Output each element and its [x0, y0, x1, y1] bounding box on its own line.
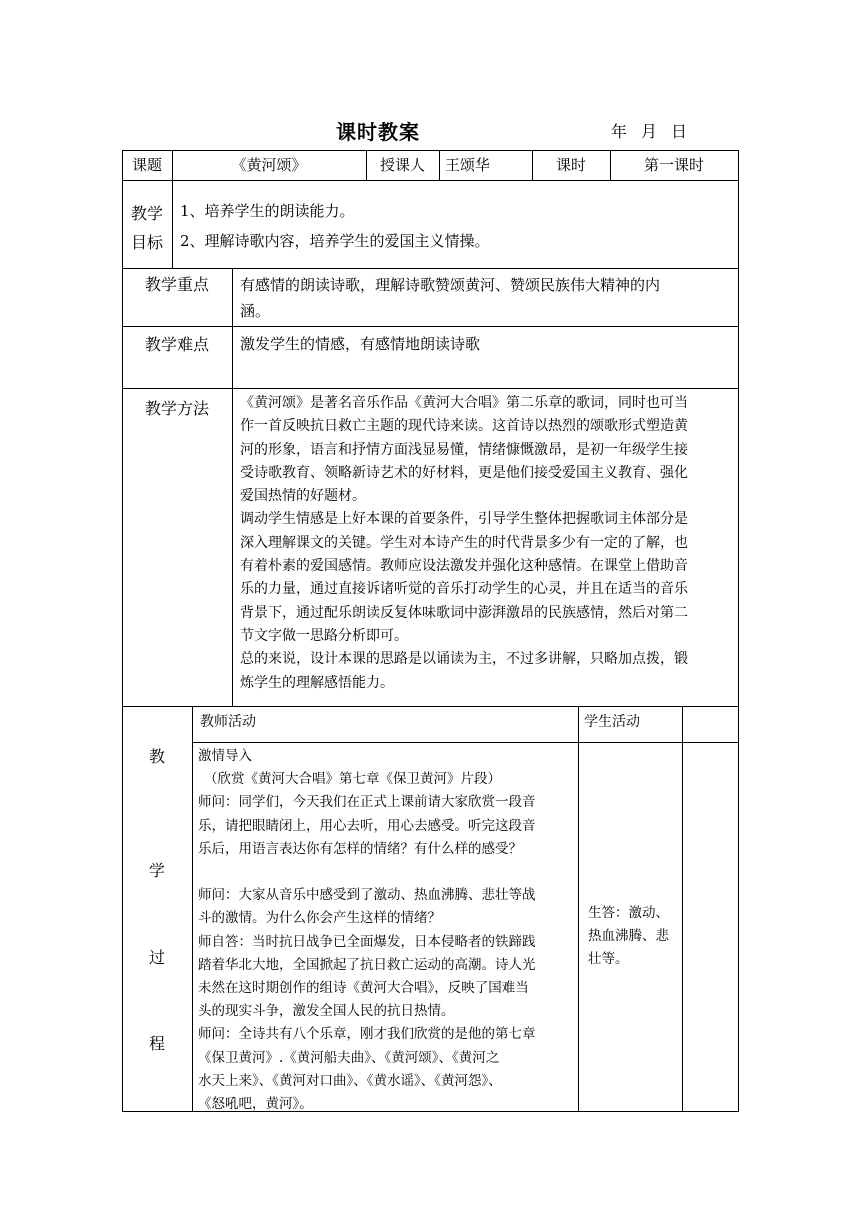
key-points-label: 教学重点 — [144, 275, 209, 294]
method-text — [240, 392, 736, 695]
teacher-activity-header: 教师活动 — [200, 714, 256, 730]
date-fields — [611, 119, 701, 142]
goals-label-line: 教学 — [130, 204, 163, 223]
difficulties-label: 教学难点 — [144, 335, 209, 354]
student-line: 生答：激动、 — [588, 905, 669, 921]
teacher-line: 头的现实斗争，激发全国人民的抗日热情。 — [198, 1003, 455, 1020]
teacher-line: 斗的激情。为什么你会产生这样的情绪？ — [198, 910, 441, 927]
method-line: 《黄河颂》是著名音乐作品《黄河大合唱》第二乐章的歌词，同时也可当 — [240, 395, 688, 411]
col-divider — [192, 706, 193, 1111]
teacher-line — [198, 861, 578, 884]
method-line: 爱国热情的好题材。 — [240, 488, 366, 505]
col-divider — [578, 706, 579, 1111]
col-divider — [172, 180, 173, 268]
goal-item: 2、理解诗歌内容，培养学生的爱国主义情操。 — [180, 232, 490, 250]
date-day: 日 — [671, 122, 688, 141]
row-divider — [192, 742, 739, 743]
goals-list — [180, 196, 735, 256]
col-divider — [439, 150, 440, 180]
teacher-line: （欣赏《黄河大合唱》第七章《保卫黄河》片段） — [204, 771, 501, 788]
method-line: 乐的力量，通过直接诉诸听觉的音乐打动学生的心灵，并且在适当的音乐 — [240, 581, 688, 598]
teacher-line: 师问：全诗共有八个乐章，刚才我们欣赏的是他的第七章 — [198, 1026, 536, 1043]
method-line: 受诗歌教育、领略新诗艺术的好材料，更是他们接受爱国主义教育、强化 — [240, 464, 688, 481]
goals-label — [122, 199, 172, 257]
method-line: 炼学生的理解感悟能力。 — [240, 674, 394, 691]
process-label-char: 学 — [149, 861, 166, 880]
process-label-char: 过 — [149, 948, 166, 967]
topic-value: 《黄河颂》 — [231, 156, 307, 174]
process-label-char: 教 — [149, 747, 166, 766]
teacher-activity-text — [198, 745, 578, 1116]
topic-label: 课题 — [131, 156, 162, 174]
teacher-line: 《怒吼吧，黄河》。 — [198, 1096, 313, 1113]
teacher-line: 踏着华北大地，全国掀起了抗日救亡运动的高潮。诗人光 — [198, 956, 536, 973]
teacher-value: 王颂华 — [445, 156, 491, 174]
teacher-line: 《保卫黄河》.《黄河船夫曲》、《黄河颂》、《黄河之 — [198, 1049, 500, 1066]
key-points-line: 涵。 — [240, 302, 271, 320]
page-title: 课时教案 — [336, 120, 420, 144]
teacher-line: 师自答：当时抗日战争已全面爆发，日本侵略者的铁蹄践 — [198, 933, 536, 950]
teacher-line: 师问：同学们，今天我们在正式上课前请大家欣赏一段音 — [198, 794, 536, 811]
student-line: 热血沸腾、悲 — [588, 928, 669, 945]
goal-item: 1、培养学生的朗读能力。 — [180, 202, 355, 220]
method-line: 深入理解课文的关键。学生对本诗产生的时代背景多少有一定的了解，也 — [240, 534, 688, 551]
period-label: 课时 — [555, 156, 586, 174]
date-year: 年 — [611, 122, 628, 141]
row-divider — [122, 326, 739, 327]
difficulties-text: 激发学生的情感，有感情地朗读诗歌 — [240, 335, 481, 353]
period-value: 第一课时 — [643, 156, 704, 174]
method-line: 作一首反映抗日救亡主题的现代诗来读。这首诗以热烈的颂歌形式塑造黄 — [240, 418, 688, 435]
table-right-border — [738, 150, 739, 1112]
row-divider — [122, 268, 739, 269]
teacher-line: 水天上来》、《黄河对口曲》、《黄水谣》、《黄河怨》、 — [198, 1072, 502, 1089]
method-line: 节文字做一思路分析即可。 — [240, 627, 408, 644]
method-line: 背景下，通过配乐朗读反复体味歌词中澎湃激昂的民族感情，然后对第二 — [240, 604, 688, 621]
row-divider — [122, 388, 739, 389]
col-divider — [232, 268, 233, 706]
teacher-label: 授课人 — [379, 156, 425, 174]
student-activity-text — [588, 902, 683, 972]
teacher-line: 乐后，用语言表达你有怎样的情绪？有什么样的感受？ — [198, 840, 522, 857]
teacher-line: 激情导入 — [198, 748, 252, 764]
method-line: 总的来说，设计本课的思路是以诵读为主，不过多讲解，只略加点拨，锻 — [240, 651, 688, 668]
table-top-border — [122, 150, 739, 151]
process-label-char: 程 — [149, 1034, 166, 1053]
teacher-line: 师问：大家从音乐中感受到了激动、热血沸腾、悲壮等战 — [198, 887, 536, 904]
key-points-text — [240, 272, 735, 324]
row-divider — [122, 706, 739, 707]
method-line: 河的形象，语言和抒情方面浅显易懂，情绪慷慨激昂，是初一年级学生接 — [240, 441, 688, 458]
teacher-line: 未然在这时期创作的组诗《黄河大合唱》，反映了国难当 — [198, 980, 529, 997]
student-line: 壮等。 — [588, 951, 629, 968]
goals-label-line: 目标 — [130, 233, 163, 252]
method-line: 有着朴素的爱国感情。教师应设法激发并强化这种感情。在课堂上借助音 — [240, 558, 688, 575]
key-points-line: 有感情的朗读诗歌，理解诗歌赞颂黄河、赞颂民族伟大精神的内 — [240, 276, 661, 294]
student-activity-header: 学生活动 — [584, 714, 640, 730]
row-divider — [122, 180, 739, 181]
method-label: 教学方法 — [144, 399, 209, 418]
method-line: 调动学生情感是上好本课的首要条件，引导学生整体把握歌词主体部分是 — [240, 511, 688, 528]
teacher-line: 乐，请把眼睛闭上，用心去听，用心去感受。听完这段音 — [198, 817, 536, 834]
date-month: 月 — [641, 122, 658, 141]
